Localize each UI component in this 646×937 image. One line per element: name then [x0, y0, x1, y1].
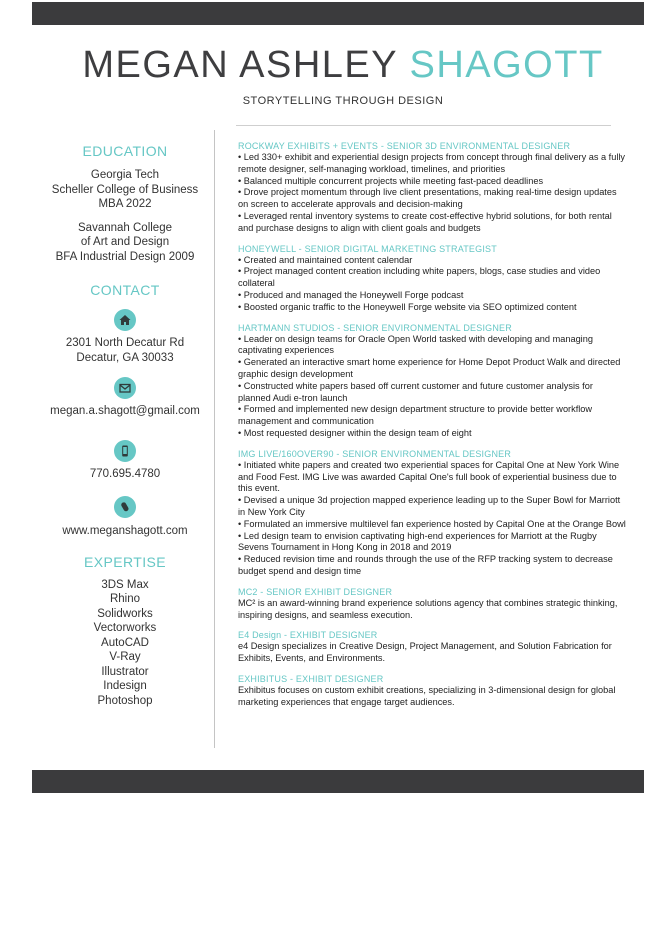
job-mc2	[238, 587, 628, 622]
address	[32, 336, 218, 365]
job-title: IMG LIVE/160OVER90 - SENIOR ENVIRONMENTAL DESIGNER	[238, 448, 512, 459]
job-rockway	[238, 141, 628, 235]
mouse-icon	[114, 496, 136, 518]
skill-item: V-Ray	[109, 651, 141, 663]
job-bullet: • Generated an interactive smart home experience for Home Depot Product Walk and directed graphic design development	[238, 357, 621, 379]
job-bullet: • Led 330+ exhibit and experiential design projects from concept through final delivery as a fully remote designer, self-managing workload, timelines, and priorities	[238, 152, 626, 174]
education-line: of Art and Design	[80, 236, 170, 248]
job-bullet: • Devised a unique 3d projection mapped experience leading up to the Super Bowl for Marriott in New York City	[238, 495, 621, 517]
job-bullet: • Leveraged rental inventory systems to create cost-effective hybrid solutions, for both rental and purchase designs to align with client goals and budgets	[238, 210, 612, 233]
resume-name	[0, 44, 646, 87]
job-bullet: • Formed and implemented new design department structure to provide better workflow management and communication	[238, 404, 593, 427]
expertise-heading: EXPERTISE	[84, 553, 166, 570]
education-school-1	[32, 168, 218, 212]
skill-item: AutoCAD	[101, 636, 149, 649]
job-honeywell	[238, 244, 628, 314]
email-address[interactable]: megan.a.shagott@gmail.com	[50, 405, 200, 417]
job-bullet: • Balanced multiple concurrent projects while meeting fast-paced deadlines	[238, 175, 544, 186]
skill-item: Vectorworks	[93, 622, 157, 634]
job-bullet: • Leader on design teams for Oracle Open World tasked with developing and managing captivating experiences	[238, 333, 593, 356]
job-description: Exhibitus focuses on custom exhibit creations, specializing in 3-dimensional design for global marketing experiences that engage target audiences.	[238, 684, 616, 707]
bottom-decorative-bar	[32, 770, 644, 793]
job-bullet: • Created and maintained content calendar	[238, 254, 413, 265]
website-url[interactable]: www.meganshagott.com	[62, 525, 188, 537]
skill-item: Rhino	[109, 593, 141, 605]
education-line: BFA Industrial Design 2009	[55, 250, 195, 263]
top-decorative-bar	[32, 2, 644, 25]
address-line-1: 2301 North Decatur Rd	[65, 337, 185, 349]
skill-item: Indesign	[103, 680, 147, 692]
sidebar	[32, 135, 218, 708]
job-title: HONEYWELL - SENIOR DIGITAL MARKETING STRATEGIST	[238, 243, 497, 254]
tagline: STORYTELLING THROUGH DESIGN	[242, 95, 444, 107]
job-bullet: • Reduced revision time and rounds through the use of the RFP tracking system to decrease budget spend and design time	[238, 554, 613, 576]
job-bullet: • Most requested designer within the design team of eight	[238, 427, 472, 438]
job-hartmann	[238, 323, 628, 440]
job-description: e4 Design specializes in Creative Design, Project Management, and Solution Fabrication for Exhibits, Events, and Environments.	[238, 641, 612, 664]
job-title: EXHIBITUS - EXHIBIT DESIGNER	[238, 673, 384, 684]
job-title: E4 Design - EXHIBIT DESIGNER	[238, 630, 378, 641]
contact-heading: CONTACT	[90, 282, 160, 298]
skill-item: 3DS Max	[101, 578, 149, 591]
job-bullet: • Initiated white papers and created two experiential spaces for Capital One at New York Wine and Food Fest. IMG Live was awarded Capital One's full book of experiential business due to this event.	[238, 459, 620, 494]
address-line-2: Decatur, GA 30033	[76, 351, 174, 364]
job-bullet: • Led design team to envision captivating high-end experiences for Marriott at the Rugby Sevens Tournament in Hong Kong in 2018 and 2019	[238, 530, 597, 553]
skill-item: Solidworks	[97, 607, 153, 620]
last-name: SHAGOTT	[409, 44, 604, 86]
skill-item: Illustrator	[101, 665, 149, 678]
phone-number[interactable]: 770.695.4780	[89, 467, 161, 480]
home-icon	[114, 309, 136, 331]
job-bullet: • Boosted organic traffic to the Honeywell Forge website via SEO optimized content	[238, 301, 577, 312]
job-exhibitus	[238, 674, 628, 709]
job-title: HARTMANN STUDIOS - SENIOR ENVIRONMENTAL DESIGNER	[238, 322, 512, 333]
skills-list	[32, 578, 218, 709]
job-bullet: • Drove project momentum through live client presentations, making real-time design updates on screen to accelerate approvals and decision-making	[238, 187, 617, 210]
skill-item: Photoshop	[97, 694, 153, 707]
phone-icon	[114, 440, 136, 462]
job-bullet: • Formulated an immersive multilevel fan experience hosted by Capital One at the Orange Bowl	[238, 518, 626, 529]
education-line: Georgia Tech	[90, 169, 160, 181]
education-school-2	[32, 221, 218, 265]
job-img-live	[238, 449, 628, 578]
job-description: MC² is an award-winning brand experience solutions agency that combines strategic thinking, inspiring designs, and seamless execution.	[238, 597, 618, 620]
education-line: Savannah College	[78, 221, 172, 234]
education-line: MBA 2022	[98, 198, 152, 210]
education-line: Scheller College of Business	[51, 183, 199, 196]
job-bullet: • Produced and managed the Honeywell Forge podcast	[238, 289, 464, 300]
email-icon	[114, 377, 136, 399]
job-title: ROCKWAY EXHIBITS + EVENTS - SENIOR 3D ENVIRONMENTAL DESIGNER	[238, 141, 571, 151]
job-title: MC2 - SENIOR EXHIBIT DESIGNER	[238, 586, 393, 597]
header-divider	[236, 125, 611, 126]
job-e4-design	[238, 630, 628, 665]
job-bullet: • Project managed content creation including white papers, blogs, case studies and video collateral	[238, 266, 601, 289]
job-bullet: • Constructed white papers based off current customer and future customer analysis for planned Audi e-tron launch	[238, 380, 593, 403]
first-names: MEGAN ASHLEY	[82, 44, 398, 86]
education-heading: EDUCATION	[82, 143, 168, 159]
experience-column	[238, 141, 628, 708]
